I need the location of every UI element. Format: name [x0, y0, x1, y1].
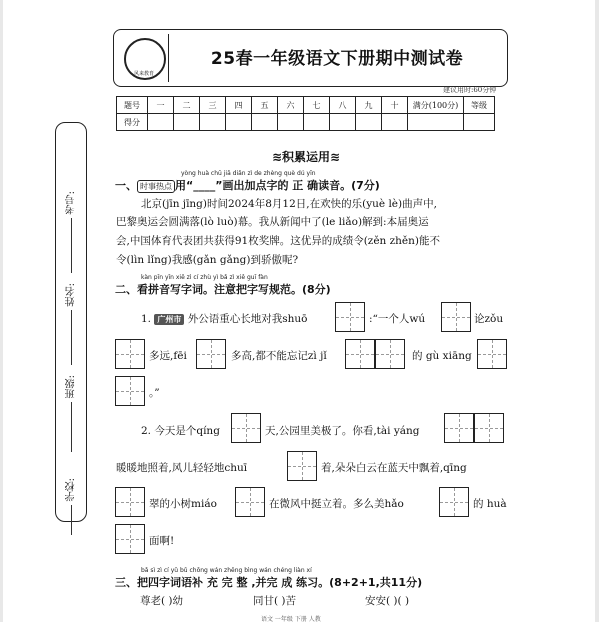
score-cell: 七 [304, 97, 330, 114]
score-blank[interactable] [464, 114, 495, 131]
section-title: ≋积累运用≋ [271, 150, 341, 164]
q1-instruction: 一、 时事热点 用“____”画出加点字的 正 确读音。(7分) [115, 179, 380, 192]
score-cell: 题号 [117, 97, 148, 114]
q2-text: 翠的小树miáo [149, 498, 217, 510]
publisher-logo: 风来教育 [120, 34, 169, 82]
writing-box[interactable] [231, 413, 261, 443]
score-cell: 五 [252, 97, 278, 114]
writing-box[interactable] [115, 487, 145, 517]
q1-line: 会,中国体育代表团共获得91枚奖牌。这优异的成绩令(zěn zhěn)能不 [116, 235, 441, 247]
score-table-header-row [117, 97, 495, 114]
score-cell: 得分 [117, 114, 148, 131]
q2-text: 。” [149, 387, 160, 399]
q1-line: 巴黎奥运会圆满落(lò luò)幕。我从新闻中了(le liǎo)解到:本届奥运 [116, 216, 429, 228]
q2-instruction: 二、看拼音写字词。注意把字写规范。(8分) [115, 283, 331, 296]
score-table [116, 96, 495, 131]
class-field: 班级: [56, 375, 86, 452]
q1-line: 令(lìn lǐng)我感(gǎn gǎng)到骄傲呢? [116, 254, 299, 266]
writing-box[interactable] [235, 487, 265, 517]
q2-text: 暖暖地照着,风儿轻轻地chuī [116, 462, 248, 474]
number-field: 考号: [56, 191, 86, 273]
score-cell: 二 [174, 97, 200, 114]
q2-text: 论zǒu [474, 313, 504, 325]
score-cell: 十 [382, 97, 408, 114]
score-blank[interactable] [200, 114, 226, 131]
q1-pinyin: yòng huà chū jiā diǎn zì de zhèng què dú yīn [181, 170, 316, 177]
score-cell: 八 [330, 97, 356, 114]
q2-s1-line1: 1. 广州市 外公语重心长地对我shuō [141, 313, 308, 325]
school-field: 学校: [56, 478, 86, 535]
score-cell: 一 [148, 97, 174, 114]
score-blank[interactable] [304, 114, 330, 131]
writing-box[interactable] [375, 339, 405, 369]
score-blank[interactable] [408, 114, 464, 131]
score-blank[interactable] [226, 114, 252, 131]
writing-box[interactable] [439, 487, 469, 517]
q2-text: 2. 今天是个qíng [141, 425, 220, 437]
q2-text: 在微风中挺立着。多么美hǎo [269, 498, 404, 510]
idiom-item: 同甘( )苦 [253, 595, 297, 607]
q2-text: 的 huà [473, 498, 507, 510]
score-cell: 满分(100分) [408, 97, 464, 114]
writing-box[interactable] [196, 339, 226, 369]
idiom-item: 安安( )( ) [365, 595, 410, 607]
q3-instruction: 三、把四字词语补 充 完 整 ,并完 成 练习。(8+2+1,共11分) [115, 576, 423, 589]
score-blank[interactable] [382, 114, 408, 131]
writing-box[interactable] [441, 302, 471, 332]
writing-box[interactable] [474, 413, 504, 443]
suggested-time: 建议用时:60分钟 [443, 86, 497, 94]
q2-text: 的 gù xiāng [412, 350, 472, 362]
score-blank[interactable] [148, 114, 174, 131]
writing-box[interactable] [345, 339, 375, 369]
q1-line: 北京(jīn jīng)时间2024年8月12日,在欢快的乐(yuè lè)曲声中, [141, 198, 437, 210]
q3-pinyin: bǎ sì zì cí yǔ bǔ chōng wán zhěng bìng wán chéng liàn xí [141, 567, 312, 574]
score-cell: 等级 [464, 97, 495, 114]
score-blank[interactable] [356, 114, 382, 131]
page-footer: 语文 一年级 下册 人教 [261, 616, 321, 622]
score-blank[interactable] [330, 114, 356, 131]
writing-box[interactable] [115, 376, 145, 406]
score-blank[interactable] [252, 114, 278, 131]
q2-pinyin: kàn pīn yīn xiě zì cí zhù yì bǎ zì xiě guī fàn [141, 274, 268, 281]
writing-box[interactable] [477, 339, 507, 369]
q2-text: 天,公园里美极了。你看,tài yáng [265, 425, 420, 437]
q2-text: 多高,都不能忘记zì jǐ [231, 350, 327, 362]
name-field: 姓名: [56, 283, 86, 365]
score-cell: 六 [278, 97, 304, 114]
score-cell: 四 [226, 97, 252, 114]
writing-box[interactable] [115, 524, 145, 554]
score-blank[interactable] [174, 114, 200, 131]
idiom-item: 尊老( )幼 [140, 595, 184, 607]
q1-tag: 时事热点 [137, 180, 175, 193]
score-table-score-row [117, 114, 495, 131]
q2-text: :“一个人wú [369, 313, 426, 325]
writing-box[interactable] [335, 302, 365, 332]
exam-header [113, 29, 508, 87]
writing-box[interactable] [287, 451, 317, 481]
student-info-strip [55, 122, 87, 522]
score-blank[interactable] [278, 114, 304, 131]
region-tag: 广州市 [154, 314, 184, 325]
exam-page [3, 0, 595, 622]
q2-text: 多远,fēi [149, 350, 187, 362]
score-cell: 九 [356, 97, 382, 114]
exam-title: 25春一年级语文下册期中测试卷 [210, 49, 464, 69]
q2-text: 着,朵朵白云在蓝天中飘着,qīng [321, 462, 467, 474]
score-cell: 三 [200, 97, 226, 114]
writing-box[interactable] [444, 413, 474, 443]
writing-box[interactable] [115, 339, 145, 369]
q2-text: 面啊! [149, 535, 175, 547]
